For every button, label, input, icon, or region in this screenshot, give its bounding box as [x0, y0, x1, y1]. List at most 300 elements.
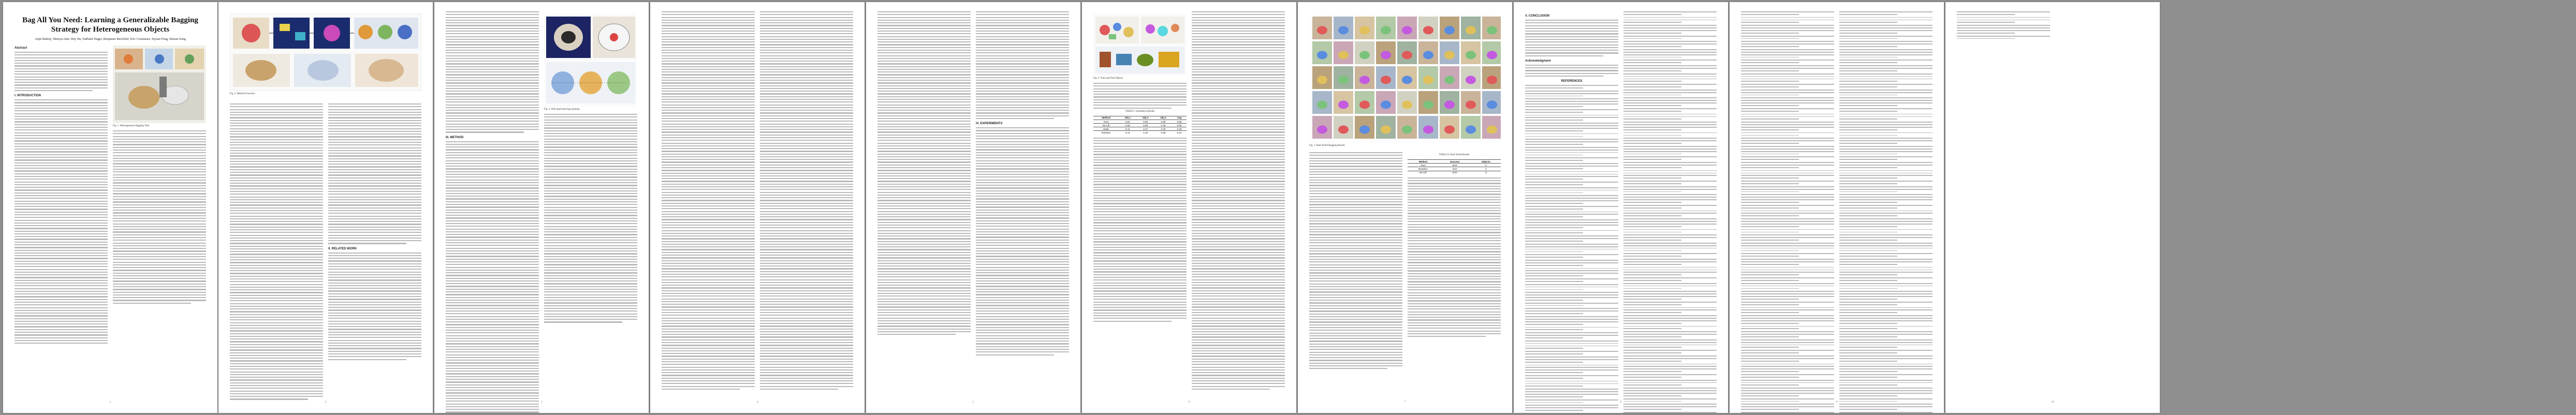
reference-entry	[1623, 380, 1717, 386]
page-2-left-text	[230, 103, 323, 400]
experiments-heading: IV. EXPERIMENTS	[976, 122, 1003, 126]
reference-entry	[1741, 122, 1834, 130]
table-2-cell: 3	[1471, 171, 1501, 174]
reference-entry	[1839, 25, 1933, 33]
abstract-text	[14, 52, 108, 91]
intro-text-right	[113, 130, 206, 304]
reference-entry	[1839, 60, 1933, 63]
reference-entry	[1741, 412, 1834, 413]
reference-entry	[1839, 331, 1933, 337]
reference-entry	[1741, 97, 1834, 106]
reference-entry	[1839, 315, 1933, 323]
page-5-right-text-b	[976, 127, 1069, 355]
table-1-cell: 0.55	[1137, 124, 1154, 127]
reference-entry	[1623, 388, 1717, 396]
page-3-left-text-b	[446, 141, 539, 413]
figure-5-object	[1444, 76, 1455, 84]
reference-entry	[1623, 404, 1717, 410]
reference-entry	[1741, 84, 1834, 87]
table-2-cell: Baseline	[1408, 167, 1439, 171]
figure-5-object	[1466, 26, 1476, 34]
reference-entry	[1525, 139, 1618, 145]
reference-entry	[1525, 375, 1618, 379]
figure-3-caption: Fig. 3: Self-supervised bag opening	[544, 108, 580, 111]
reference-entry	[1525, 171, 1618, 180]
table-1-cell: 0.86	[1172, 120, 1187, 123]
reference-entry	[1741, 181, 1834, 184]
reference-entry	[1525, 254, 1618, 258]
reference-entry	[1525, 195, 1618, 203]
reference-entry	[1741, 267, 1834, 275]
page-3-left-text	[446, 11, 539, 133]
reference-entry	[1741, 205, 1834, 209]
reference-entry	[1839, 49, 1933, 57]
reference-entry	[1623, 253, 1717, 257]
reference-entry	[1839, 259, 1933, 265]
figure-5-object	[1466, 76, 1476, 84]
reference-entry	[1839, 73, 1933, 82]
reference-entry	[1741, 243, 1834, 251]
figure-5-object	[1487, 76, 1497, 84]
reference-entry	[1623, 36, 1717, 39]
table-1-cell: 0.37	[1137, 127, 1154, 131]
figure-5-object	[1402, 51, 1412, 59]
table-2-header-cell: Method	[1408, 160, 1439, 164]
reference-entry	[1839, 253, 1933, 257]
reference-list-right	[1623, 11, 1717, 413]
reference-entry	[1741, 211, 1834, 217]
reference-entry	[1623, 234, 1717, 241]
reference-entry	[1839, 194, 1933, 202]
table-1-cell: No-Lift	[1093, 124, 1119, 127]
reference-entry	[1839, 302, 1933, 305]
reference-entry	[1525, 115, 1618, 121]
page-10	[1945, 2, 2160, 413]
figure-5-object	[1402, 100, 1412, 109]
reference-entry	[1623, 73, 1717, 82]
reference-entry	[1741, 350, 1834, 353]
reference-entry	[1623, 315, 1717, 323]
reference-entry	[1839, 374, 1933, 378]
reference-entry	[1623, 412, 1717, 413]
figure-4-caption: Fig. 4: Train and Test Objects	[1093, 77, 1123, 80]
acknowledgement-heading: Acknowledgment	[1525, 59, 1551, 63]
figure-5-object	[1487, 26, 1497, 34]
figure-5-object	[1381, 125, 1391, 134]
reference-entry	[1741, 388, 1834, 396]
figure-5-object	[1444, 100, 1455, 109]
page-6-left-text-a	[1093, 83, 1187, 109]
reference-entry	[1525, 332, 1618, 338]
reference-entry	[1525, 284, 1618, 290]
reference-entry	[1525, 230, 1618, 234]
reference-entry	[1525, 98, 1618, 107]
reference-entry	[1623, 267, 1717, 275]
paper-title: Bag All You Need: Learning a Generalizable Bagging Strategy for Heterogeneous Objects	[22, 16, 198, 34]
reference-entry	[1839, 339, 1933, 348]
reference-entry	[1741, 307, 1834, 314]
table-2-caption: TABLE II: Real World Results	[1439, 154, 1470, 156]
reference-entry	[1623, 307, 1717, 314]
reference-entry	[1525, 187, 1618, 194]
figure-5-object	[1381, 26, 1391, 34]
figure-5-object	[1402, 76, 1412, 84]
table-2-header-cell: Success	[1439, 160, 1471, 164]
reference-entry	[1623, 211, 1717, 217]
figure-5-object	[1487, 100, 1497, 109]
table-1-cell: Random	[1093, 131, 1119, 135]
figure-5-object	[1466, 100, 1476, 109]
figure-5-object	[1423, 125, 1433, 134]
reference-entry	[1839, 412, 1933, 413]
reference-entry	[1623, 350, 1717, 353]
reference-entry	[1741, 138, 1834, 144]
conclusion-heading: V. CONCLUSION	[1525, 14, 1550, 18]
reference-entry	[1957, 11, 2050, 15]
reference-entry	[1525, 134, 1618, 137]
reference-entry	[1525, 405, 1618, 411]
table-2-row	[1408, 167, 1501, 171]
figure-5-object	[1466, 125, 1476, 134]
figure-5-object	[1423, 100, 1433, 109]
reference-entry	[1623, 331, 1717, 337]
reference-entry	[1623, 205, 1717, 209]
reference-entry	[1525, 357, 1618, 363]
reference-entry	[1525, 303, 1618, 306]
reference-entry	[1839, 122, 1933, 130]
reference-entry	[1839, 108, 1933, 112]
table-2-cell: 8/10	[1439, 164, 1471, 167]
reference-entry	[1741, 132, 1834, 136]
reference-entry	[1839, 65, 1933, 71]
reference-entry	[1525, 91, 1618, 97]
reference-entry	[1525, 163, 1618, 169]
page-2-right-text-b	[328, 253, 421, 360]
page-4-left-text	[662, 11, 755, 390]
reference-entry	[1839, 350, 1933, 353]
reference-entry	[1839, 138, 1933, 144]
abstract-heading: Abstract	[14, 47, 27, 50]
reference-list-page-9-left	[1741, 11, 1834, 413]
table-1-caption: TABLE I: Simulation Results	[1125, 110, 1155, 113]
table-1-cell: 0.55	[1172, 124, 1187, 127]
table-1-cell: 0.86	[1137, 120, 1154, 123]
table-1-header-cell: Obj 2	[1137, 116, 1154, 120]
figure-5-object	[1317, 26, 1327, 34]
reference-entry	[1741, 146, 1834, 154]
table-1-row	[1093, 127, 1187, 131]
reference-entry	[1741, 60, 1834, 63]
reference-entry	[1839, 146, 1933, 154]
table-1	[1093, 116, 1187, 135]
reference-entry	[1741, 194, 1834, 202]
table-1-cell: 0.80	[1154, 120, 1172, 123]
reference-entry	[1741, 156, 1834, 160]
figure-5-object	[1317, 51, 1327, 59]
reference-entry	[1525, 147, 1618, 155]
page-6-left-text-b	[1093, 138, 1187, 322]
reference-entry	[1525, 292, 1618, 300]
table-1-cell: 0.41	[1119, 127, 1136, 131]
reference-entry	[1525, 85, 1618, 88]
figure-5-object	[1359, 26, 1370, 34]
reference-entry	[1741, 17, 1834, 23]
reference-entry	[1839, 84, 1933, 87]
reference-entry	[1741, 283, 1834, 289]
figure-5-object	[1359, 125, 1370, 134]
figure-5-object	[1338, 100, 1349, 109]
method-heading: III. METHOD	[446, 136, 464, 139]
reference-entry	[1623, 97, 1717, 106]
reference-entry	[1839, 11, 1933, 15]
table-1-header-cell: Obj 1	[1119, 116, 1136, 120]
reference-entry	[1525, 123, 1618, 131]
reference-entry	[1741, 302, 1834, 305]
reference-entry	[1741, 36, 1834, 39]
reference-entry	[1623, 65, 1717, 71]
reference-entry	[1525, 212, 1618, 218]
table-2-row	[1408, 164, 1501, 167]
conclusion-text	[1525, 20, 1618, 56]
table-1-cell: 0.36	[1172, 127, 1187, 131]
figure-5-object	[1402, 26, 1412, 34]
related-heading: II. RELATED WORK	[328, 247, 357, 250]
table-1-header-cell: Avg	[1172, 116, 1187, 120]
reference-entry	[1741, 259, 1834, 265]
reference-entry	[1623, 186, 1717, 192]
figure-1	[113, 46, 206, 128]
reference-entry	[1839, 291, 1933, 299]
reference-entry	[1741, 218, 1834, 227]
figure-5-object	[1444, 51, 1455, 59]
page-5-left-text	[877, 11, 971, 335]
reference-entry	[1623, 170, 1717, 179]
reference-entry	[1525, 327, 1618, 331]
figure-5-object	[1381, 51, 1391, 59]
reference-entry	[1623, 90, 1717, 96]
table-1-cell: 0.08	[1154, 131, 1172, 135]
page-7-right-text	[1408, 177, 1501, 337]
table-1-header-cell: Method	[1093, 116, 1119, 120]
reference-entry	[1741, 114, 1834, 120]
figure-5-object	[1317, 100, 1327, 109]
table-1-cell: 0.48	[1154, 124, 1172, 127]
reference-entry	[1623, 326, 1717, 330]
reference-entry	[1839, 243, 1933, 251]
reference-entry	[1623, 114, 1717, 120]
references-heading: REFERENCES	[1561, 80, 1583, 83]
table-2-cell: Ours	[1408, 164, 1439, 167]
reference-list-page-10	[1957, 11, 2050, 39]
reference-entry	[1839, 364, 1933, 372]
intro-text	[14, 99, 108, 344]
reference-entry	[1525, 219, 1618, 228]
reference-entry	[1839, 234, 1933, 241]
reference-entry	[1525, 206, 1618, 210]
table-1-cell: 0.62	[1119, 124, 1136, 127]
reference-entry	[1741, 277, 1834, 281]
table-1-cell: 0.12	[1119, 131, 1136, 135]
reference-entry	[1839, 114, 1933, 120]
reference-entry	[1525, 381, 1618, 387]
reference-entry	[1839, 97, 1933, 106]
reference-entry	[1623, 374, 1717, 378]
reference-entry	[1623, 243, 1717, 251]
figure-5-object	[1338, 125, 1349, 134]
page-8	[1514, 2, 1728, 413]
reference-entry	[1839, 326, 1933, 330]
reference-entry	[1525, 351, 1618, 354]
page-number: 5	[972, 401, 974, 404]
reference-entry	[1839, 186, 1933, 192]
table-1-header-cell: Obj 3	[1154, 116, 1172, 120]
reference-entry	[1623, 218, 1717, 227]
paper-authors: Arpit Bahety, Shreeya Jain, Huy Ha, Nathalie Hager, Benjamin Burchfiel, Eric Cousineau, Siyuan Feng, Shuran Song	[35, 37, 186, 41]
reference-entry	[1623, 138, 1717, 144]
reference-entry	[1957, 25, 2050, 33]
figure-5-object	[1338, 51, 1349, 59]
page-2	[218, 2, 433, 413]
figure-3	[544, 13, 637, 111]
table-2-header-cell: Objects	[1471, 160, 1501, 164]
page-number: 6	[1188, 401, 1190, 404]
reference-entry	[1839, 218, 1933, 227]
table-2-cell: 3/10	[1439, 167, 1471, 171]
page-number: 9	[1836, 401, 1838, 404]
reference-entry	[1623, 132, 1717, 136]
reference-entry	[1741, 186, 1834, 192]
page-number: 10	[2051, 401, 2054, 404]
table-1-row	[1093, 124, 1187, 127]
reference-entry	[1839, 132, 1933, 136]
reference-entry	[1525, 268, 1618, 276]
reference-entry	[1623, 339, 1717, 348]
reference-entry	[1741, 65, 1834, 71]
reference-entry	[1525, 316, 1618, 324]
reference-entry	[1623, 277, 1717, 281]
reference-entry	[1839, 229, 1933, 233]
reference-entry	[1741, 374, 1834, 378]
reference-entry	[1741, 364, 1834, 372]
reference-entry	[1525, 340, 1618, 349]
table-1-cell: 0.10	[1172, 131, 1187, 135]
reference-entry	[1623, 291, 1717, 299]
reference-entry	[1525, 308, 1618, 314]
table-1-cell: Ours	[1093, 120, 1119, 123]
page-number: 2	[325, 401, 327, 404]
reference-entry	[1741, 108, 1834, 112]
figure-5-object	[1317, 125, 1327, 134]
reference-entry	[1623, 194, 1717, 202]
table-2	[1408, 159, 1501, 174]
acknowledgement-text	[1525, 65, 1618, 77]
page-number: 1	[109, 401, 111, 404]
reference-entry	[1623, 60, 1717, 63]
reference-entry	[1741, 25, 1834, 33]
reference-entry	[1839, 380, 1933, 386]
figure-5	[1309, 13, 1501, 147]
reference-entry	[1623, 229, 1717, 233]
table-1-row	[1093, 131, 1187, 135]
reference-entry	[1957, 17, 2050, 23]
figure-5-object	[1444, 26, 1455, 34]
reference-list-page-9-right	[1839, 11, 1933, 413]
reference-entry	[1839, 170, 1933, 179]
reference-entry	[1741, 49, 1834, 57]
figure-5-object	[1487, 51, 1497, 59]
table-1-cell: 0.30	[1154, 127, 1172, 131]
page-5	[866, 2, 1080, 413]
reference-entry	[1839, 388, 1933, 396]
reference-entry	[1839, 307, 1933, 314]
figure-5-object	[1423, 76, 1433, 84]
reference-entry	[1741, 234, 1834, 241]
reference-entry	[1623, 156, 1717, 160]
table-2-cell: No-Lift	[1408, 171, 1439, 174]
reference-entry	[1839, 355, 1933, 362]
table-2-row	[1408, 171, 1501, 174]
intro-heading: I. INTRODUCTION	[14, 94, 41, 98]
reference-entry	[1525, 244, 1618, 252]
reference-entry	[1525, 235, 1618, 242]
figure-4	[1093, 13, 1187, 80]
reference-entry	[1839, 90, 1933, 96]
figure-5-object	[1402, 125, 1412, 134]
reference-entry	[1839, 277, 1933, 281]
page-5-right-text-a	[976, 11, 1069, 119]
reference-entry	[1623, 84, 1717, 87]
reference-entry	[1741, 90, 1834, 96]
reference-entry	[1839, 162, 1933, 168]
figure-5-object	[1423, 51, 1433, 59]
reference-entry	[1623, 302, 1717, 305]
page-4	[650, 2, 865, 413]
figure-5-object	[1423, 26, 1433, 34]
page-3	[434, 2, 649, 413]
reference-entry	[1741, 339, 1834, 348]
reference-entry	[1741, 404, 1834, 410]
page-4-right-text	[760, 11, 853, 390]
reference-entry	[1741, 291, 1834, 299]
reference-entry	[1741, 380, 1834, 386]
reference-entry	[1839, 156, 1933, 160]
reference-entry	[1741, 162, 1834, 168]
reference-entry	[1623, 17, 1717, 23]
page-9	[1730, 2, 1944, 413]
reference-entry	[1741, 170, 1834, 179]
reference-entry	[1623, 41, 1717, 47]
page-7	[1298, 2, 1512, 413]
reference-entry	[1741, 229, 1834, 233]
reference-entry	[1741, 73, 1834, 82]
reference-list-left	[1525, 85, 1618, 413]
reference-entry	[1839, 181, 1933, 184]
reference-entry	[1623, 25, 1717, 33]
figure-5-object	[1381, 100, 1391, 109]
reference-entry	[1741, 315, 1834, 323]
figure-5-object	[1444, 125, 1455, 134]
page-7-left-text	[1309, 152, 1402, 369]
reference-entry	[1525, 278, 1618, 282]
reference-entry	[1839, 267, 1933, 275]
page-6-right-text	[1192, 11, 1285, 390]
reference-entry	[1623, 122, 1717, 130]
table-1-cell: 0.10	[1137, 131, 1154, 135]
reference-entry	[1525, 109, 1618, 113]
table-1-row	[1093, 120, 1187, 123]
reference-entry	[1839, 211, 1933, 217]
reference-entry	[1839, 283, 1933, 289]
